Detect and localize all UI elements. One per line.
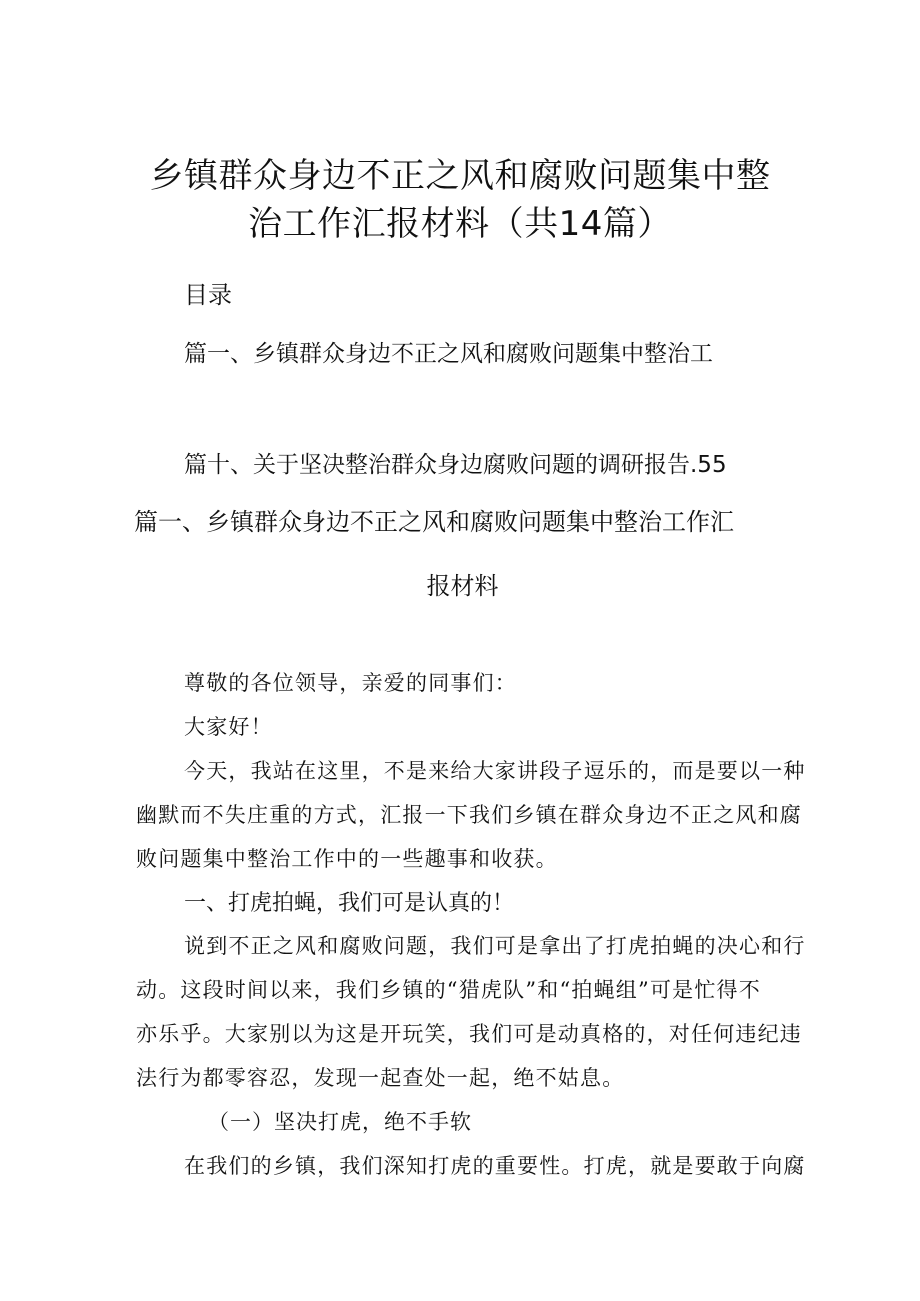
section-heading: 一、打虎拍蝇，我们可是认真的！ (184, 891, 515, 916)
subsection-heading: （一）坚决打虎，绝不手软 (208, 1110, 472, 1134)
document-title-line-1: 乡镇群众身边不正之风和腐败问题集中整 (149, 156, 771, 196)
paragraph-line: 亦乐乎。大家别以为这是开玩笑，我们可是动真格的，对任何违纪违 (136, 1022, 802, 1046)
paragraph-line: 败问题集中整治工作中的一些趣事和收获。 (136, 847, 558, 871)
paragraph-line: 幽默而不失庄重的方式，汇报一下我们乡镇在群众身边不正之风和腐 (136, 803, 802, 827)
toc-item[interactable]: 篇十、关于坚决整治群众身边腐败问题的调研报告.55 (184, 452, 727, 478)
toc-item[interactable]: 篇一、乡镇群众身边不正之风和腐败问题集中整治工 (184, 341, 713, 367)
toc-heading: 目录 (184, 281, 232, 309)
paragraph-line: 今天，我站在这里，不是来给大家讲段子逗乐的，而是要以一种 (184, 759, 806, 783)
paragraph-line: 动。这段时间以来，我们乡镇的“猎虎队”和“拍蝇组”可是忙得不 (136, 978, 761, 1002)
paragraph-line: 在我们的乡镇，我们深知打虎的重要性。打虎，就是要敢于向腐 (184, 1154, 806, 1178)
section-title-line-2: 报材料 (426, 572, 499, 600)
document-title-line-2: 治工作汇报材料（共14篇） (248, 204, 672, 244)
greeting: 大家好！ (184, 715, 273, 739)
paragraph-line: 法行为都零容忍，发现一起查处一起，绝不姑息。 (136, 1066, 625, 1090)
paragraph-line: 说到不正之风和腐败问题，我们可是拿出了打虎拍蝇的决心和行 (184, 934, 806, 958)
salutation: 尊敬的各位领导，亲爱的同事们： (184, 671, 517, 695)
section-title-line-1: 篇一、乡镇群众身边不正之风和腐败问题集中整治工作汇 (134, 508, 734, 536)
